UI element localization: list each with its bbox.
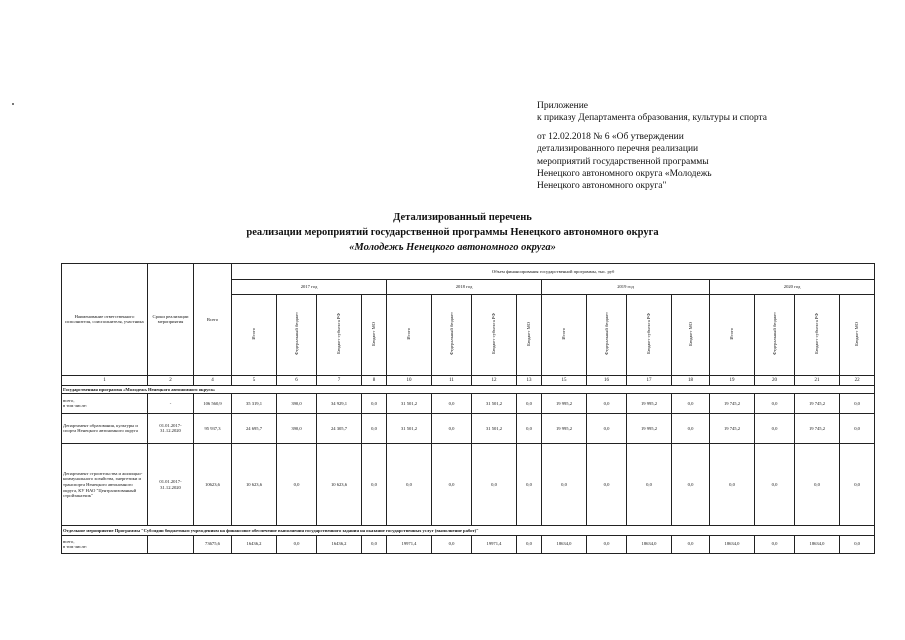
column-number: 17: [627, 375, 672, 385]
value-cell: 0,0: [472, 444, 517, 526]
value-cell: 34 929,1: [317, 394, 362, 413]
column-number: 10: [387, 375, 432, 385]
document-title: Детализированный перечень: [393, 212, 532, 223]
year-header: 2020 год: [710, 280, 875, 294]
subcol-header: Итого: [710, 294, 755, 375]
table-row: [62, 413, 875, 444]
value-cell: 31 501,2: [472, 413, 517, 444]
header-line: Ненецкого автономного округа": [537, 181, 667, 192]
executor-header: Наименование ответственного исполнителя, соисполнителя, участника: [62, 264, 148, 376]
year-header: 2017 год: [232, 280, 387, 294]
subcol-header: Бюджет субъекта РФ: [472, 294, 517, 375]
value-cell: 19 745,2: [710, 413, 755, 444]
value-cell: 19971,4: [472, 535, 517, 554]
subcol-header: Итого: [542, 294, 587, 375]
subcol-header: Бюджет субъекта РФ: [627, 294, 672, 375]
column-number: 21: [795, 375, 840, 385]
year-header: 2019 год: [542, 280, 710, 294]
value-cell: 0,0: [432, 444, 472, 526]
value-cell: 0,0: [840, 394, 875, 413]
column-number: 12: [472, 375, 517, 385]
value-cell: 95 937,3: [194, 413, 232, 444]
header-line: детализированного перечня реализации: [537, 144, 699, 155]
subcol-header: Федеральный бюджет: [277, 294, 317, 375]
column-number: 16: [587, 375, 627, 385]
value-cell: 0,0: [432, 394, 472, 413]
value-cell: 390,0: [277, 394, 317, 413]
document-subtitle: реализации мероприятий государственной программы Ненецкого автономного округа: [246, 227, 659, 238]
subcol-header: Бюджет субъекта РФ: [795, 294, 840, 375]
subcol-header: Федеральный бюджет: [432, 294, 472, 375]
value-cell: 0,0: [840, 444, 875, 526]
value-cell: 0,0: [587, 444, 627, 526]
value-cell: 0,0: [277, 444, 317, 526]
value-cell: 0,0: [710, 444, 755, 526]
header-line: к приказу Департамента образования, культуры и спорта: [537, 113, 767, 124]
subcol-header: Бюджет МО: [672, 294, 710, 375]
value-cell: 0,0: [362, 394, 387, 413]
value-cell: 390,0: [277, 413, 317, 444]
column-number: 7: [317, 375, 362, 385]
scan-speck: [12, 103, 14, 105]
column-number: 20: [755, 375, 795, 385]
value-cell: 19 745,2: [795, 413, 840, 444]
value-cell: 0,0: [840, 413, 875, 444]
value-cell: 0,0: [362, 413, 387, 444]
value-cell: 0,0: [795, 444, 840, 526]
value-cell: 0,0: [755, 413, 795, 444]
value-cell: 18634,0: [542, 535, 587, 554]
value-cell: 19 995,2: [542, 413, 587, 444]
section-row: Государственная программа «Молодежь Ненецкого автономного округа»: [62, 385, 875, 393]
value-cell: 19 995,2: [627, 413, 672, 444]
column-number: 6: [277, 375, 317, 385]
funding-table: [61, 263, 875, 554]
value-cell: 18634,0: [627, 535, 672, 554]
terms-cell: -: [148, 394, 194, 413]
column-number: 2: [148, 375, 194, 385]
subcol-header: Бюджет МО: [362, 294, 387, 375]
executor-cell: Департамент образования, культуры и спорта Ненецкого автономного округа: [62, 413, 148, 444]
column-number: 4: [194, 375, 232, 385]
header-line: от 12.02.2018 № 6 «Об утверждении: [537, 131, 684, 142]
column-number: 11: [432, 375, 472, 385]
value-cell: 19 995,2: [627, 394, 672, 413]
value-cell: 0,0: [672, 444, 710, 526]
subcol-header: Бюджет МО: [517, 294, 542, 375]
subcol-header: Бюджет МО: [840, 294, 875, 375]
value-cell: 0,0: [362, 535, 387, 554]
column-number: 5: [232, 375, 277, 385]
value-cell: 19 745,2: [795, 394, 840, 413]
total-header: Всего: [194, 264, 232, 376]
column-number: 18: [672, 375, 710, 385]
section-row: Отдельное мероприятие Программы "Субсидии бюджетным учреждениям на финансовое обеспечение выполнения государственного задания на оказание государственных услуг (выполнение работ)": [62, 526, 875, 535]
terms-header: Сроки реализации мероприятия: [148, 264, 194, 376]
value-cell: 16436,2: [317, 535, 362, 554]
value-cell: 0,0: [672, 394, 710, 413]
value-cell: 0,0: [432, 413, 472, 444]
value-cell: 18634,0: [795, 535, 840, 554]
executor-cell: Департамент строительства и жилищно-коммунального хозяйства, энергетики и транспорта Ненецкого автономного округа, КУ НАО "Централизованный стройзаказчик": [62, 444, 148, 526]
column-number: 22: [840, 375, 875, 385]
terms-cell: 01.01.2017- 31.12.2020: [148, 444, 194, 526]
value-cell: 0,0: [517, 535, 542, 554]
value-cell: 0,0: [840, 535, 875, 554]
value-cell: 10 623,6: [232, 444, 277, 526]
value-cell: 31 501,2: [387, 394, 432, 413]
value-cell: 0,0: [672, 413, 710, 444]
terms-cell: 01.01.2017- 31.12.2020: [148, 413, 194, 444]
value-cell: 24 695,7: [232, 413, 277, 444]
value-cell: 0,0: [432, 535, 472, 554]
value-cell: 0,0: [755, 394, 795, 413]
value-cell: 0,0: [587, 535, 627, 554]
column-number: 15: [542, 375, 587, 385]
value-cell: 106 560,9: [194, 394, 232, 413]
value-cell: 0,0: [362, 444, 387, 526]
value-cell: 19 745,2: [710, 394, 755, 413]
value-cell: 16436,2: [232, 535, 277, 554]
column-number: 19: [710, 375, 755, 385]
value-cell: 0,0: [277, 535, 317, 554]
value-cell: 0,0: [517, 394, 542, 413]
table-row: [62, 394, 875, 413]
header-line: мероприятий государственной программы: [537, 156, 709, 167]
subcol-header: Бюджет субъекта РФ: [317, 294, 362, 375]
value-cell: 31 501,2: [387, 413, 432, 444]
executor-cell: всего, в том числе:: [62, 535, 148, 554]
value-cell: 19 995,2: [542, 394, 587, 413]
terms-cell: [148, 535, 194, 554]
value-cell: 10623,6: [194, 444, 232, 526]
value-cell: 0,0: [587, 413, 627, 444]
subcol-header: Итого: [387, 294, 432, 375]
value-cell: 0,0: [755, 535, 795, 554]
value-cell: 31 501,2: [472, 394, 517, 413]
value-cell: 24 305,7: [317, 413, 362, 444]
value-cell: 35 319,1: [232, 394, 277, 413]
program-name: «Молодежь Ненецкого автономного округа»: [349, 242, 556, 253]
header-line: Ненецкого автономного округа «Молодежь: [537, 169, 712, 180]
value-cell: 0,0: [755, 444, 795, 526]
value-cell: 0,0: [627, 444, 672, 526]
approval-header: [537, 100, 767, 193]
column-number: 8: [362, 375, 387, 385]
table-row: [62, 444, 875, 526]
value-cell: 0,0: [672, 535, 710, 554]
subcol-header: Федеральный бюджет: [755, 294, 795, 375]
table-row: [62, 535, 875, 554]
executor-cell: всего, в том числе:: [62, 394, 148, 413]
value-cell: 0,0: [517, 413, 542, 444]
column-number: 13: [517, 375, 542, 385]
year-header: 2018 год: [387, 280, 542, 294]
column-number: 1: [62, 375, 148, 385]
value-cell: 18634,0: [710, 535, 755, 554]
value-cell: 0,0: [517, 444, 542, 526]
value-cell: 73675,6: [194, 535, 232, 554]
funding-header: Объем финансирования государственной программы, тыс. руб: [232, 264, 875, 280]
header-line: Приложение: [537, 101, 588, 111]
value-cell: 0,0: [542, 444, 587, 526]
value-cell: 0,0: [587, 394, 627, 413]
value-cell: 0,0: [387, 444, 432, 526]
value-cell: 19971,4: [387, 535, 432, 554]
value-cell: 10 623,6: [317, 444, 362, 526]
subcol-header: Федеральный бюджет: [587, 294, 627, 375]
subcol-header: Итого: [232, 294, 277, 375]
